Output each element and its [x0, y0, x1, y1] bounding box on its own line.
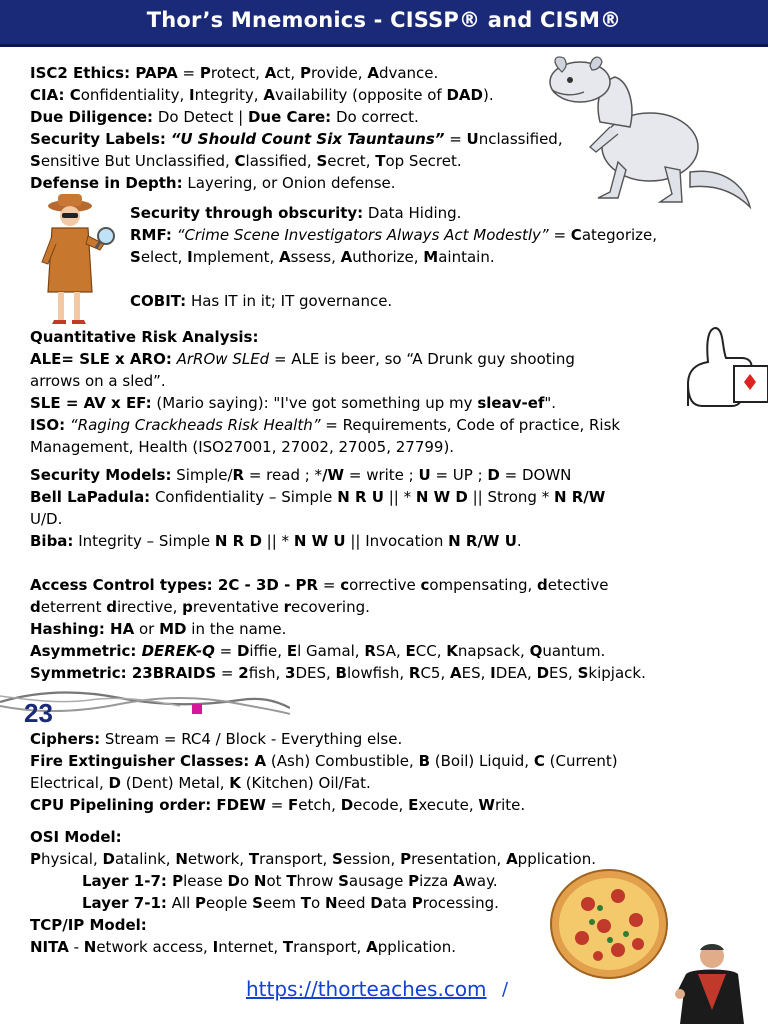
badge-number: 23 — [24, 698, 53, 728]
line-ale: ALE= SLE x ARO: ArROw SLEd = ALE is beer, so “A Drunk guy shooting — [30, 350, 575, 368]
footer-link[interactable]: https://thorteaches.com — [246, 977, 487, 1001]
line-hashing: Hashing: HA or MD in the name. — [30, 620, 287, 638]
line-sle: SLE = AV x EF: (Mario saying): "I've got something up my sleav-ef". — [30, 394, 557, 412]
line-rmf-cont: Select, Implement, Assess, Authorize, Maintain. — [130, 248, 495, 266]
line-osi-7-1: Layer 7-1: All People Seem To Need Data Processing. — [82, 894, 499, 912]
line-access-control-cont: deterrent directive, preventative recovering. — [30, 598, 370, 616]
line-isc2-ethics: ISC2 Ethics: PAPA = Protect, Act, Provide, Advance. — [30, 64, 439, 82]
line-symmetric: Symmetric: 23BRAIDS = 2fish, 3DES, Blowfish, RC5, AES, IDEA, DES, Skipjack. — [30, 664, 646, 682]
line-security-labels-cont: Sensitive But Unclassified, Classified, Secret, Top Secret. — [30, 152, 462, 170]
line-security-labels: Security Labels: “U Should Count Six Tauntauns” = Unclassified, — [30, 130, 563, 148]
line-due-diligence: Due Diligence: Do Detect | Due Care: Do correct. — [30, 108, 419, 126]
pizza-illustration — [548, 868, 670, 980]
page-title: Thor’s Mnemonics - CISSP® and CISM® — [146, 8, 622, 32]
line-biba: Biba: Integrity – Simple N R D || * N W U || Invocation N R/W U. — [30, 532, 522, 550]
line-cpu-pipelining: CPU Pipelining order: FDEW = Fetch, Decode, Execute, Write. — [30, 796, 526, 814]
title-banner — [0, 0, 768, 47]
tauntaun-illustration — [540, 52, 755, 212]
line-tcpip: NITA - Network access, Internet, Transport, Application. — [30, 938, 457, 956]
line-cobit: COBIT: Has IT in it; IT governance. — [130, 292, 393, 310]
line-ale-cont: arrows on a sled”. — [30, 372, 166, 390]
line-fire-ext: Fire Extinguisher Classes: A (Ash) Combustible, B (Boil) Liquid, C (Current) — [30, 752, 618, 770]
line-osi-1-7: Layer 1-7: Please Do Not Throw Sausage Pizza Away. — [82, 872, 498, 890]
line-obscurity: Security through obscurity: Data Hiding. — [130, 204, 462, 222]
detective-illustration — [34, 192, 124, 328]
line-quant-risk: Quantitative Risk Analysis: — [30, 328, 259, 346]
line-osi-layers: Physical, Datalink, Network, Transport, Session, Presentation, Application. — [30, 850, 596, 868]
line-asymmetric: Asymmetric: DEREK-Q = Diffie, El Gamal, RSA, ECC, Knapsack, Quantum. — [30, 642, 606, 660]
line-tcpip-title: TCP/IP Model: — [30, 916, 147, 934]
line-iso: ISO: “Raging Crackheads Risk Health” = Requirements, Code of practice, Risk — [30, 416, 621, 434]
person-illustration — [674, 940, 750, 1024]
line-bell-lapadula-cont: U/D. — [30, 510, 63, 528]
line-ciphers: Ciphers: Stream = RC4 / Block - Everything else. — [30, 730, 403, 748]
line-fire-ext-cont: Electrical, D (Dent) Metal, K (Kitchen) Oil/Fat. — [30, 774, 371, 792]
line-bell-lapadula: Bell LaPadula: Confidentiality – Simple N R U || * N W D || Strong * N R/W — [30, 488, 606, 506]
line-access-control: Access Control types: 2C - 3D - PR = corrective compensating, detective — [30, 576, 609, 594]
footer-link-slash: / — [502, 979, 509, 1000]
line-defense-in-depth: Defense in Depth: Layering, or Onion defense. — [30, 174, 396, 192]
line-cia: CIA: Confidentiality, Integrity, Availability (opposite of DAD). — [30, 86, 494, 104]
line-security-models: Security Models: Simple/R = read ; */W = write ; U = UP ; D = DOWN — [30, 466, 572, 484]
thumbs-up-illustration — [682, 322, 768, 414]
line-osi-title: OSI Model: — [30, 828, 122, 846]
line-iso-cont: Management, Health (ISO27001, 27002, 27005, 27799). — [30, 438, 455, 456]
line-rmf: RMF: “Crime Scene Investigators Always Act Modestly” = Categorize, — [130, 226, 658, 244]
